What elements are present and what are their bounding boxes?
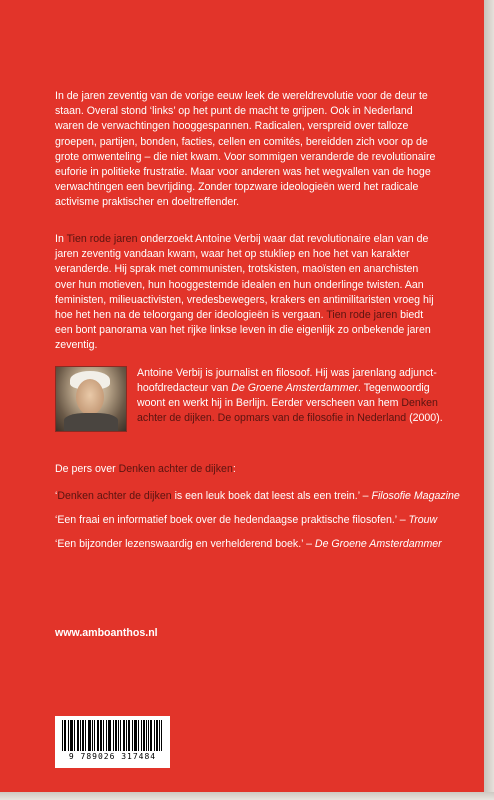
quote-source: Trouw [408, 514, 438, 526]
photo-shirt [64, 413, 118, 431]
photo-face [76, 379, 104, 415]
barcode-bar [64, 720, 65, 751]
blurb-text: In [55, 233, 67, 245]
blurb-paragraph-1 [55, 89, 440, 211]
author-bio [137, 366, 449, 426]
quote-text: ‘Een bijzonder lezenswaardig en verhelderend boek.’ – [55, 538, 315, 550]
press-book-title: Denken achter de dijken [118, 463, 233, 475]
barcode-bar [134, 720, 135, 751]
barcode-bar [85, 720, 86, 751]
press-quote-1 [55, 490, 460, 502]
barcode-bar [157, 720, 158, 751]
barcode-bar [151, 720, 152, 751]
barcode-bar [110, 720, 111, 751]
barcode-bar [72, 720, 73, 751]
barcode-bar [123, 720, 124, 751]
barcode-bar [118, 720, 119, 751]
barcode-bar [78, 720, 79, 751]
bio-text: Antoine Verbij is journalist en filosoof. Hij was jarenlang adjunct-hoofdredacteur van [137, 367, 437, 394]
barcode-bar [124, 720, 125, 751]
barcode-bar [129, 720, 130, 751]
press-intro [55, 463, 236, 475]
barcode-bar [100, 720, 101, 751]
quote-mark: ‘ [55, 490, 58, 502]
barcode-bar [128, 720, 129, 751]
isbn-number: 9 789026 317484 [68, 752, 157, 761]
previous-book-title: Denken achter de dijken. De opmars van de filosofie in Nederland [137, 397, 438, 424]
barcode-bar [132, 720, 133, 751]
blurb-text: biedt een bont panorama van het rijke linkse leven in die eigenlijk zo onbekende jaren zeventig. [55, 309, 431, 352]
barcode-bar [90, 720, 91, 751]
author-photo [55, 366, 127, 432]
barcode-bar [65, 720, 66, 751]
barcode-bar [148, 720, 149, 751]
isbn-barcode [55, 716, 170, 768]
page-edge-right [484, 0, 494, 800]
barcode-bar [101, 720, 102, 751]
blurb-paragraph-2 [55, 232, 440, 354]
barcode-bar [113, 720, 114, 751]
magazine-name: De Groene Amsterdammer [231, 382, 359, 394]
barcode-bar [159, 720, 160, 751]
barcode-bar [108, 720, 109, 751]
barcode-bar [116, 720, 117, 751]
barcode-bar [136, 720, 137, 751]
barcode-bar [70, 720, 71, 751]
barcode-bars [61, 720, 164, 752]
barcode-bar [150, 720, 151, 751]
barcode-bar [62, 720, 63, 751]
publisher-website: www.amboanthos.nl [55, 627, 158, 639]
barcode-bar [156, 720, 157, 751]
press-intro-colon: : [232, 463, 236, 475]
barcode-bar [97, 720, 98, 751]
barcode-bar [138, 720, 139, 751]
barcode-bar [103, 720, 104, 751]
barcode-bar [80, 720, 81, 751]
barcode-bar [83, 720, 84, 751]
barcode-bar [143, 720, 144, 751]
barcode-bar [120, 720, 121, 751]
barcode-bar [126, 720, 127, 751]
press-quote-2 [55, 514, 437, 526]
press-intro-text: De pers over [55, 463, 119, 475]
barcode-bar [135, 720, 136, 751]
book-title-highlight: Tien rode jaren [326, 309, 398, 322]
barcode-bar [146, 720, 147, 751]
barcode-bar [82, 720, 83, 751]
barcode-bar [89, 720, 90, 751]
quote-text: is een leuk boek dat leest als een trein.’ – [171, 490, 372, 502]
barcode-bar [77, 720, 78, 751]
bio-text: . Tegenwoordig woont en werkt hij in Berlijn. Eerder verscheen van hem [137, 382, 430, 409]
book-title-highlight: Tien rode jaren [66, 233, 138, 245]
barcode-bar [144, 720, 145, 751]
bio-text: (2000). [406, 412, 443, 424]
author-block [55, 366, 450, 438]
quote-book-title: Denken achter de dijken [57, 490, 172, 502]
barcode-bar [106, 720, 107, 751]
barcode-bar [115, 720, 116, 751]
barcode-bar [161, 720, 162, 751]
quote-source: De Groene Amsterdammer [314, 538, 442, 550]
barcode-bar [74, 720, 75, 751]
barcode-bar [98, 720, 99, 751]
barcode-bar [109, 720, 110, 751]
barcode-bar [94, 720, 95, 751]
page-edge-bottom [0, 792, 494, 800]
barcode-bar [154, 720, 155, 751]
blurb-text: In de jaren zeventig van de vorige eeuw leek de wereldrevolutie voor de deur te staan. Overal stond ‘links’ op het punt de macht te grijpen. Ook in Nederland waren de verwachtingen hooggespannen. Radicalen, verspreid over talloze groepen, partijen, bonden, facties, cellen en comités, bereidden zich voor op de grote omwenteling – die niet kwam. Voor sommigen veranderde de revolutionaire euforie in politieke frustratie. Maar voor anderen was het wegvallen van de hoge verwachtingen een bevrijding. Zonder topzware ideologieën werd het radicale activisme praktischer en doeltreffender. [55, 90, 436, 209]
barcode-bar [68, 720, 69, 751]
barcode-bar [88, 720, 89, 751]
barcode-bar [92, 720, 93, 751]
barcode-bar [141, 720, 142, 751]
barcode-bar [71, 720, 72, 751]
quote-source: Filosofie Magazine [371, 490, 460, 502]
press-quote-3 [55, 538, 442, 550]
quote-text: ‘Een fraai en informatief boek over de hedendaagse praktische filosofen.’ – [55, 514, 409, 526]
blurb-text: onderzoekt Antoine Verbij waar dat revolutionaire elan van de jaren zeventig vandaan kwam, waar het op stukliep en hoe het van karakter veranderde. Hij sprak met communisten, trotskisten, maoïsten en anarchisten over hun motieven, hun hooggestemde idealen en hun onderlinge twisten. Aan feministen, milieuactivisten, vredesbewegers, krakers en antimilitaristen vroeg hij hoe het hen na de teloorgang der ideologieën is vergaan. [55, 233, 434, 322]
